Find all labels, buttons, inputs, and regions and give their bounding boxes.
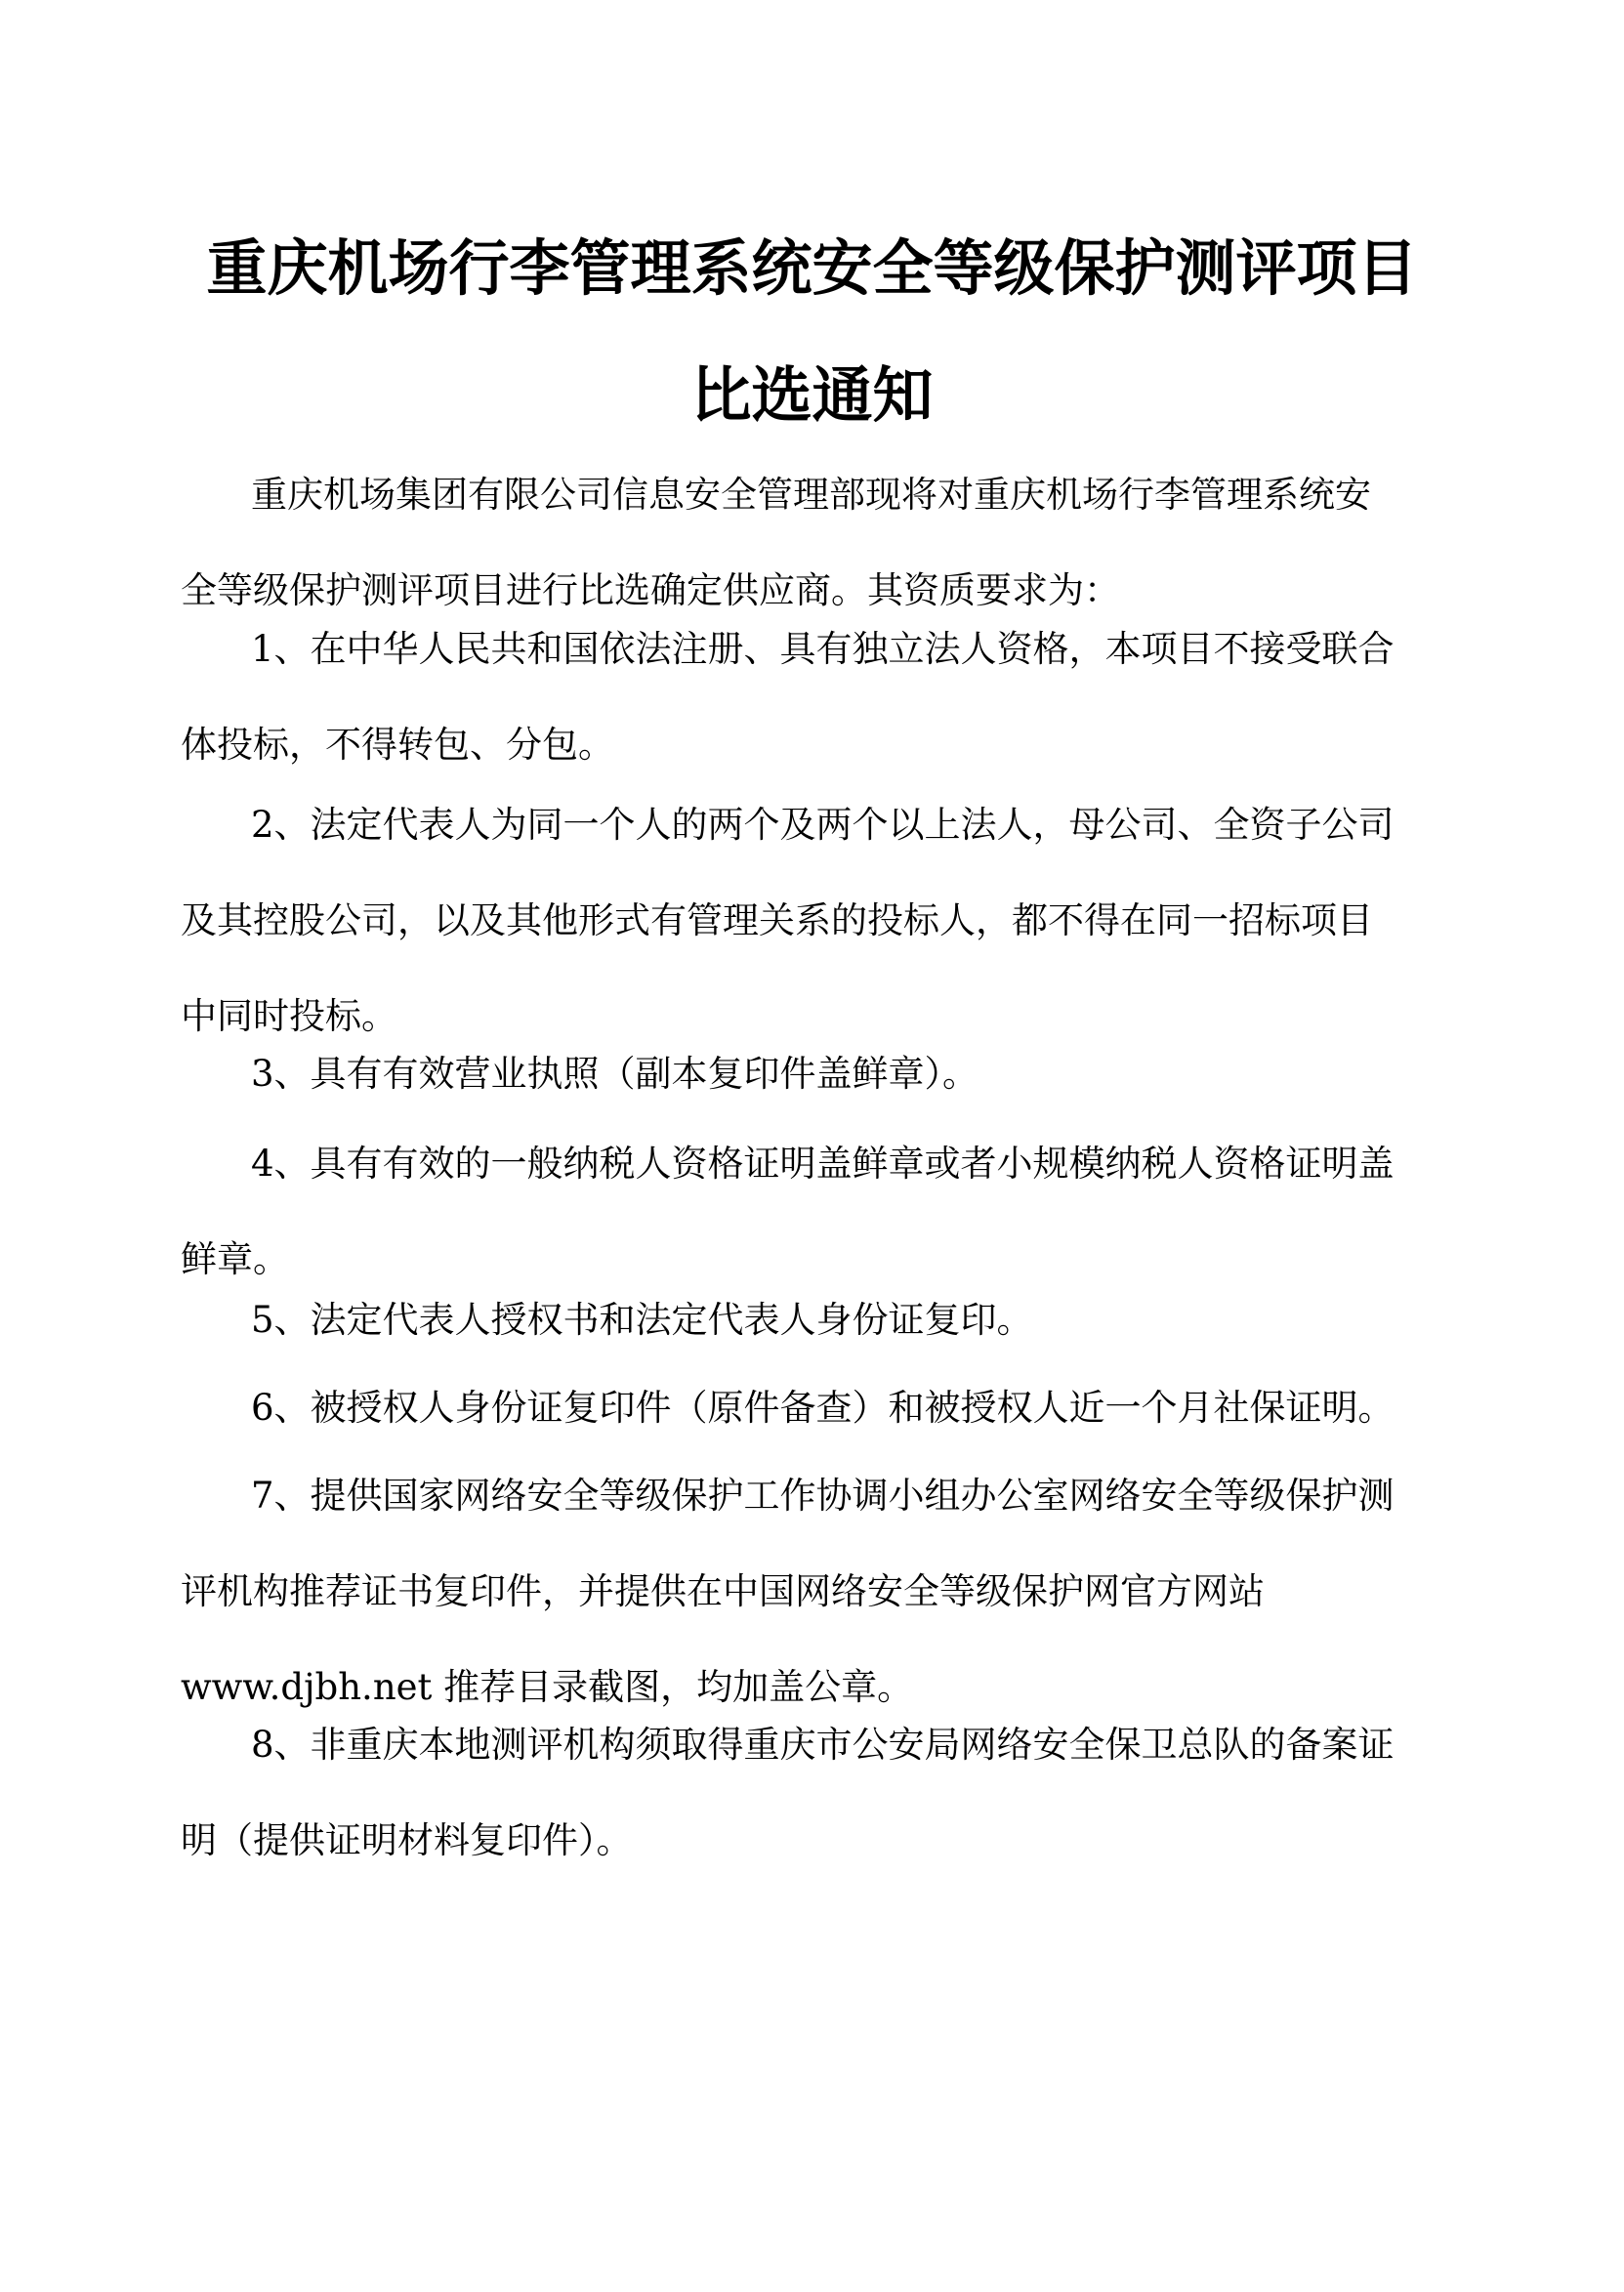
requirement-1 xyxy=(181,620,1450,812)
requirement-3 xyxy=(181,1045,1450,1141)
requirement-line: 3、具有有效营业执照（副本复印件盖鲜章）。 xyxy=(251,1053,979,1095)
requirement-6 xyxy=(181,1379,1450,1475)
requirement-7 xyxy=(181,1467,1450,1754)
requirement-line: 4、具有有效的一般纳税人资格证明盖鲜章或者小规模纳税人资格证明盖 xyxy=(251,1143,1395,1185)
requirement-2 xyxy=(181,796,1450,1083)
requirement-5 xyxy=(181,1291,1450,1387)
intro-line: 全等级保护测评项目进行比选确定供应商。其资质要求为： xyxy=(181,569,1120,611)
requirement-8 xyxy=(181,1716,1450,1907)
requirement-line: www.djbh.net 推荐目录截图，均加盖公章。 xyxy=(181,1666,914,1708)
requirement-line: 5、法定代表人授权书和法定代表人身份证复印。 xyxy=(251,1299,1033,1341)
requirement-line: 中同时投标。 xyxy=(181,995,397,1037)
requirement-line: 6、被授权人身份证复印件（原件备查）和被授权人近一个月社保证明。 xyxy=(251,1387,1395,1429)
requirement-line: 1、在中华人民共和国依法注册、具有独立法人资格，本项目不接受联合 xyxy=(251,628,1395,670)
requirement-line: 及其控股公司，以及其他形式有管理关系的投标人，都不得在同一招标项目 xyxy=(181,899,1373,941)
requirement-line: 7、提供国家网络安全等级保护工作协调小组办公室网络安全等级保护测 xyxy=(251,1475,1395,1517)
document-title-line-2: 比选通知 xyxy=(690,359,934,431)
requirement-line: 明（提供证明材料复印件）。 xyxy=(181,1819,633,1861)
requirement-line: 2、法定代表人为同一个人的两个及两个以上法人，母公司、全资子公司 xyxy=(251,804,1395,846)
intro-line: 重庆机场集团有限公司信息安全管理部现将对重庆机场行李管理系统安 xyxy=(251,474,1371,516)
requirement-line: 评机构推荐证书复印件，并提供在中国网络安全等级保护网官方网站 xyxy=(181,1570,1265,1612)
document-title-line-1: 重庆机场行李管理系统安全等级保护测评项目 xyxy=(206,232,1418,304)
requirement-line: 鲜章。 xyxy=(181,1238,289,1280)
requirement-line: 体投标，不得转包、分包。 xyxy=(181,724,614,766)
requirement-line: 8、非重庆本地测评机构须取得重庆市公安局网络安全保卫总队的备案证 xyxy=(251,1724,1395,1766)
